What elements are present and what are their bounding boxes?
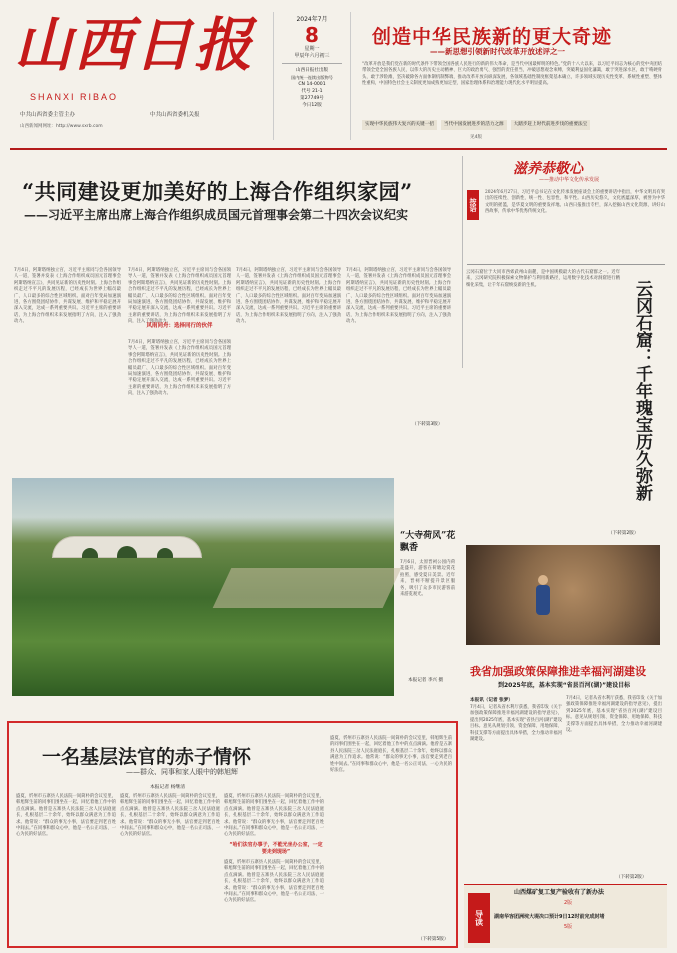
reform-byline: 本报讯（记者 张梦） bbox=[470, 698, 513, 703]
reform-body-col1: 7月4日，记者从省水利厅获悉，我省印发《关于加强政策保障推进幸福河湖建设的指导意见》，提出到2025年底，基本实现“省县百河(湖)”建设目标。意见从规划引领、资金保障、用地保障、科技支撑等方面提出具体举措，全力推动幸福河湖建设。 bbox=[470, 705, 562, 743]
feature-byline: 本报记者 杨继清 bbox=[150, 785, 186, 790]
photo-caption-title: “大寺荷风”花飘香 bbox=[400, 531, 456, 553]
cn-label: 国内统一连续出版物号 bbox=[291, 75, 333, 80]
lead-body-col2: 7月4日，阿斯塔纳独立宫，习近平主席同与会各国领导人一道，签署并发表《上海合作组织成员国元首理事会阿斯塔纳宣言》，共同见证新的历史性时刻。上海合作组织走过不平凡的发展历程，已经成长为世界上幅员最广、人口最多的综合性区域组织。面对百年变局加速演进，各方围绕团结协作、共谋发展、维护和平稳定展开深入交流，达成一系列重要共识。习近平主席的重要讲话，为上海合作组织未来发展指明了方向，注入了强劲动力。 bbox=[128, 268, 231, 325]
yungang-continued: （下转第2版） bbox=[608, 531, 639, 536]
column-title: 滋养恭敬心 bbox=[513, 161, 583, 177]
header-divider bbox=[10, 148, 667, 150]
column-label: 按语 bbox=[467, 190, 479, 220]
lead-subtitle: ——习近平主席出席上海合作组织成员国元首理事会第二十四次会议纪实 bbox=[24, 208, 409, 222]
yungang-title: 云冈石窟：千年瑰宝历久弥新 bbox=[632, 280, 652, 501]
guide-item-1[interactable]: 山西煤矿复工复产验收有了新办法 bbox=[514, 889, 605, 896]
issue-number: 第27749号 bbox=[300, 96, 324, 101]
reform-body-col2: 7月4日，记者从省水利厅获悉，我省印发《关于加强政策保障推进幸福河湖建设的指导意见》，提出到2025年底，基本实现“省县百河(湖)”建设目标。意见从规划引领、资金保障、用地保障、科技支撑等方面提出具体举措，全力推动幸福河湖建设。 bbox=[566, 696, 662, 734]
lead-body-col3: 7月4日，阿斯塔纳独立宫，习近平主席同与会各国领导人一道，签署并发表《上海合作组织成员国元首理事会阿斯塔纳宣言》，共同见证新的历史性时刻。上海合作组织走过不平凡的发展历程，已经成长为世界上幅员最广、人口最多的综合性区域组织。面对百年变局加速演进，各方围绕团结协作、共谋发展、维护和平稳定展开深入交流，达成一系列重要共识。习近平主席的重要讲话，为上海合作组织未来发展指明了方向，注入了强劲动力。 bbox=[236, 268, 341, 325]
postal-code: 代号 21-1 bbox=[301, 89, 323, 94]
boardwalk bbox=[213, 568, 402, 608]
website: 山西新闻网网址：http://www.sxrb.com bbox=[20, 124, 103, 129]
worker-figure bbox=[536, 585, 550, 615]
feature-subhead: “哈们法官办事子，不能光坐办公室，一定要走到现场” bbox=[229, 842, 323, 855]
feature-body-col4: 盛夏，忻州市五寨县人民法院一间简朴的会议室里，韩旭辉生前的同事们围坐在一起，回忆着他工作中的点点滴滴。他曾是五寨县人民法院三岔人民法庭庭长，扎根基层二十余年，始终以群众满意为工作追求。他常说：“群众的事无小事，法官要走到老百姓中间去。”在同事和群众心中，他是一名公正司法、一心为民的好法官。 bbox=[330, 736, 452, 774]
photo-caption-body: 7月6日，太原晋祠公园内荷花盛开，游客在荷塘边赏花拍照，感受夏日美景。近年来，晋祠不断提升景区服务，吸引了众多市民游客前来游览观光。 bbox=[400, 560, 455, 598]
reform-subtitle: 到2025年底，基本实现“省县百河(湖)”建设目标 bbox=[498, 682, 631, 689]
feature-subtitle: ——群众、同事和家人眼中的韩旭辉 bbox=[126, 768, 238, 776]
guide-label: 导读 bbox=[468, 893, 490, 943]
column-divider bbox=[467, 264, 665, 265]
lead-body-col2b: 7月4日，阿斯塔纳独立宫，习近平主席同与会各国领导人一道，签署并发表《上海合作组织成员国元首理事会阿斯塔纳宣言》，共同见证新的历史性时刻。上海合作组织走过不平凡的发展历程，已经成长为世界上幅员最广、人口最多的综合性区域组织。面对百年变局加速演进，各方围绕团结协作、共谋发展、维护和平稳定展开深入交流，达成一系列重要共识。习近平主席的重要讲话，为上海合作组织未来发展指明了方向，注入了强劲动力。 bbox=[128, 340, 231, 397]
guide-item-2[interactable]: 湖南华容团洲垸大堤决口预计9日12时前完成封堵 bbox=[494, 914, 605, 920]
lead-subhead-text: 风雨同舟：选择同行的伙伴 bbox=[146, 323, 213, 329]
bridge-arch-3 bbox=[157, 548, 173, 558]
bridge-arch-1 bbox=[82, 548, 98, 558]
top-feature-links bbox=[362, 118, 662, 132]
sponsor-primary: 中共山西省委主管主办 bbox=[20, 112, 76, 118]
page-count: 今日12版 bbox=[302, 103, 322, 108]
top-feature-subtitle: ——新思想引领新时代改革开放述评之一 bbox=[430, 47, 565, 56]
masthead-pinyin: SHANXI RIBAO bbox=[30, 92, 119, 102]
column-subtitle: ——推动中华文化传承发展 bbox=[539, 177, 600, 183]
feature-link-1[interactable]: 实现中华民族伟大复兴的关键一招 bbox=[362, 120, 437, 130]
yungang-body: 云冈石窟位于大同市西郊武州山南麓，是中国规模最大的古代石窟群之一。近年来，云冈研究院积极探索文物保护与利用新路径，运用数字化技术对洞窟进行精细化采集，让千年石窟焕发新的生机。 bbox=[466, 270, 620, 288]
feature-body-col3a: 盛夏，忻州市五寨县人民法院一间简朴的会议室里，韩旭辉生前的同事们围坐在一起，回忆着他工作中的点点滴滴。他曾是五寨县人民法院三岔人民法庭庭长，扎根基层二十余年，始终以群众满意为工作追求。他常说：“群众的事无小事，法官要走到老百姓中间去。”在同事和群众心中，他是一名公正司法、一心为民的好法官。 bbox=[224, 794, 324, 838]
feature-link-3[interactable]: 大踏步赶上时代前进步伐的重要法宝 bbox=[511, 120, 591, 130]
lead-continued: （下转第3版） bbox=[412, 422, 443, 427]
guide-item-2-page: 5版 bbox=[564, 924, 573, 930]
reform-continued: （下转第2版） bbox=[616, 875, 647, 880]
date-day: 8 bbox=[305, 23, 319, 47]
cn-number: CN 14-0001 bbox=[298, 82, 326, 87]
masthead-title: 山西日报 bbox=[14, 11, 255, 79]
main-photo bbox=[12, 478, 394, 696]
worker-head bbox=[538, 575, 548, 585]
feature-title: 一名基层法官的赤子情怀 bbox=[42, 746, 252, 768]
feature-body-col3b: 盛夏，忻州市五寨县人民法院一间简朴的会议室里，韩旭辉生前的同事们围坐在一起，回忆着他工作中的点点滴滴。他曾是五寨县人民法院三岔人民法庭庭长，扎根基层二十余年，始终以群众满意为工作追求。他常说：“群众的事无小事，法官要走到老百姓中间去。”在同事和群众心中，他是一名公正司法、一心为民的好法官。 bbox=[224, 860, 324, 904]
lead-subhead bbox=[128, 322, 231, 330]
lunar-date: 甲辰年六月初三 bbox=[294, 53, 330, 59]
lead-title: “共同建设更加美好的上海合作组织家园” bbox=[22, 179, 413, 204]
lead-body-col4: 7月4日，阿斯塔纳独立宫，习近平主席同与会各国领导人一道，签署并发表《上海合作组织成员国元首理事会阿斯塔纳宣言》，共同见证新的历史性时刻。上海合作组织走过不平凡的发展历程，已经成长为世界上幅员最广、人口最多的综合性区域组织。面对百年变局加速演进，各方围绕团结协作、共谋发展、维护和平稳定展开深入交流，达成一系列重要共识。习近平主席的重要讲话，为上海合作组织未来发展指明了方向，注入了强劲动力。 bbox=[346, 268, 451, 325]
feature-continued: （下转第5版） bbox=[418, 937, 449, 942]
reform-title: 我省加强政策保障推进幸福河湖建设 bbox=[470, 665, 646, 678]
year-month: 2024年7月 bbox=[296, 16, 328, 23]
feature-body-col1: 盛夏，忻州市五寨县人民法院一间简朴的会议室里，韩旭辉生前的同事们围坐在一起，回忆着他工作中的点点滴滴。他曾是五寨县人民法院三岔人民法庭庭长，扎根基层二十余年，始终以群众满意为工作追求。他常说：“群众的事无小事，法官要走到老百姓中间去。”在同事和群众心中，他是一名公正司法、一心为民的好法官。 bbox=[16, 794, 116, 838]
column-note: 2024年6月27日，习近平总书记在文化传承发展座谈会上的重要讲话中指出，中华文明具有突出的连续性、创新性、统一性、包容性、和平性。山西历史悠久，文化底蕴深厚，被誉为中华文明的摇篮，是华夏文明的重要发祥地。山西日报推出专栏，深入挖掘山西文化资源，讲好山西故事，传承中华优秀传统文化。 bbox=[485, 190, 665, 215]
photo-credit: 本报记者 李兴 摄 bbox=[408, 678, 444, 683]
feature-link-2[interactable]: 当代中国发展进步的活力之源 bbox=[441, 120, 507, 130]
date-block bbox=[273, 12, 351, 140]
feature-body-col2: 盛夏，忻州市五寨县人民法院一间简朴的会议室里，韩旭辉生前的同事们围坐在一起，回忆着他工作中的点点滴滴。他曾是五寨县人民法院三岔人民法庭庭长，扎根基层二十余年，始终以群众满意为工作追求。他常说：“群众的事无小事，法官要走到老百姓中间去。”在同事和群众心中，他是一名公正司法、一心为民的好法官。 bbox=[120, 794, 220, 838]
guide-box bbox=[464, 884, 667, 948]
top-feature-body: “改革开放是我们党在新的时代条件下带领全国各族人民进行的新的伟大革命，是当代中国最鲜明的特色。”党的十八大以来，以习近平同志为核心的党中央团结带领全党全国各族人民，以伟大的历史主动精神、巨大的政治勇气、强烈的责任担当，冲破思想观念束缚，突破利益固化藩篱，敢于突进深水区，敢于啃硬骨头，敢于涉险滩，坚决破除各方面体制机制弊端，推动改革开放向纵深发展，各领域基础性制度框架基本确立，许多领域实现历史性变革、系统性重塑、整体性重构，中国特色社会主义制度更加成熟更加定型，国家治理体系和治理能力现代化水平明显提高。 bbox=[362, 62, 662, 87]
guide-item-1-page: 2版 bbox=[564, 900, 573, 906]
lead-body-col1: 7月4日，阿斯塔纳独立宫，习近平主席同与会各国领导人一道，签署并发表《上海合作组织成员国元首理事会阿斯塔纳宣言》，共同见证新的历史性时刻。上海合作组织走过不平凡的发展历程，已经成长为世界上幅员最广、人口最多的综合性区域组织。面对百年变局加速演进，各方围绕团结协作、共谋发展、维护和平稳定展开深入交流，达成一系列重要共识。习近平主席的重要讲话，为上海合作组织未来发展指明了方向，注入了强劲动力。 bbox=[14, 268, 121, 325]
yungang-photo bbox=[466, 545, 660, 645]
publisher: 山西日报社出版 bbox=[295, 68, 329, 73]
top-feature-page-ref: 见4版 bbox=[470, 135, 483, 140]
top-feature-title: 创造中华民族新的更大奇迹 bbox=[372, 26, 613, 48]
sponsor-secondary: 中共山西省委机关报 bbox=[150, 112, 200, 118]
weekday: 星期一 bbox=[304, 46, 320, 52]
